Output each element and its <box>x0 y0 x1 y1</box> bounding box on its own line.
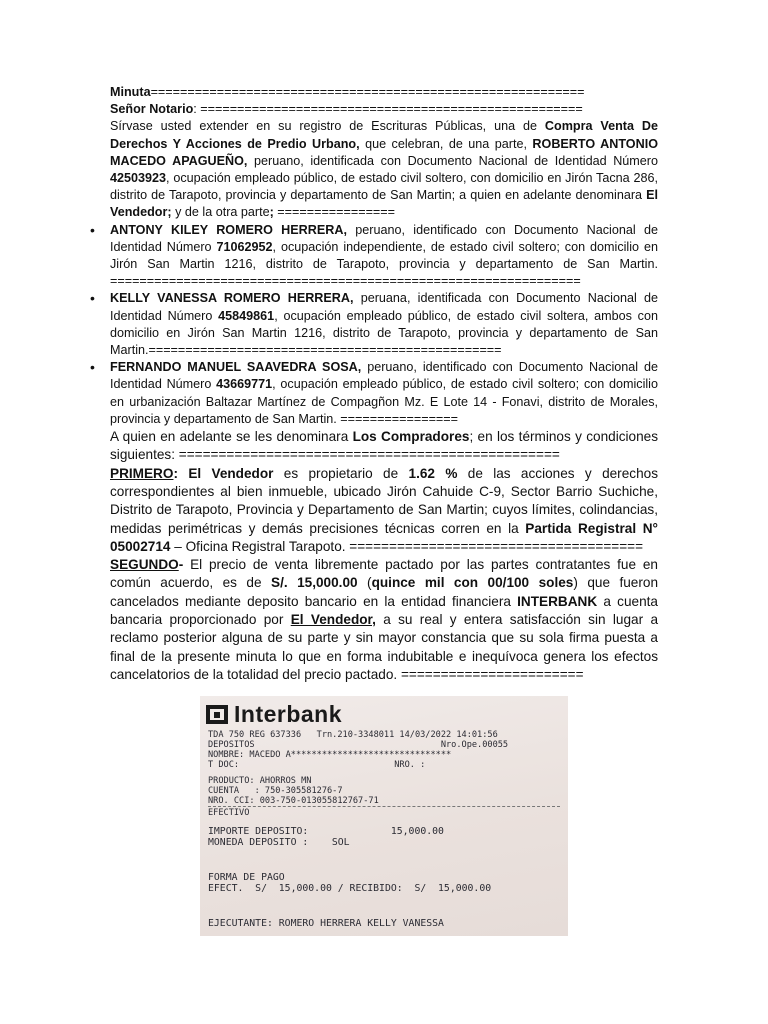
receipt-line: EJECUTANTE: ROMERO HERRERA KELLY VANESSA <box>208 918 444 929</box>
receipt-line: EFECTIVO <box>208 808 250 818</box>
interbank-brand: Interbank <box>234 700 343 727</box>
receipt-line: MONEDA DEPOSITO : SOL <box>208 837 350 848</box>
receipt-line: CUENTA : 750-305581276-7 <box>208 786 343 796</box>
buyer-item: • KELLY VANESSA ROMERO HERRERA, peruana, identificada con Documento Nacional de Identidad Número 45849861, ocupación empleado público, de estado civil soltera, ambos con domicilio en Jirón San Martin 1216, distrito de Tarapoto, provincia y departamento de San Martin.================================================ <box>90 290 658 358</box>
receipt-line: EFECT. S/ 15,000.00 / RECIBIDO: S/ 15,000.00 <box>208 883 492 894</box>
minuta-document <box>90 84 659 684</box>
interbank-logo <box>206 702 342 726</box>
bullet-icon: • <box>90 359 95 376</box>
receipt-line: DEPOSITOS Nro.Ope.00055 <box>208 740 509 750</box>
segundo-clause: SEGUNDO- El precio de venta libremente pactado por las partes contratantes fue en común acuerdo, es de S/. 15,000.00 (quince mil con 00/100 soles) que fueron cancelados mediante deposito bancario en la entidad financiera INTERBANK a cuenta bancaria proporcionado por El Vendedor, a su real y entera satisfacción sin lugar a reclamo posterior alguna de su parte y sin mayor constancia que su sola firma puesta a final de la presente minuta lo que en forma indubitable e inequívoca genera los efectos cancelatorios de la totalidad del precio pactado. ======================= <box>110 557 659 682</box>
receipt-line: PRODUCTO: AHORROS MN <box>208 776 312 786</box>
receipt-divider <box>208 806 560 807</box>
receipt-line: TDA 750 REG 637336 Trn.210-3348011 14/03/2022 14:01:56 <box>208 730 498 740</box>
buyer-item: • ANTONY KILEY ROMERO HERRERA, peruano, identificado con Documento Nacional de Identidad Número 71062952, ocupación independiente, de estado civil soltero; con domicilio en Jirón San Martin 1216, distrito de Tarapoto, provincia y departamento de San Martin. ================================================================ <box>90 221 658 289</box>
notario-heading: Señor Notario: ==================================================== <box>110 102 583 117</box>
primero-clause: PRIMERO: El Vendedor es propietario de 1.62 % de las acciones y derechos correspondientes al bien inmueble, ubicado Jirón Cahuide C-9, Sector Barrio Suchiche, Distrito de Tarapoto, Provincia y Departamento de San Martin; cuyos límites, colindancias, medidas perimétricas y demás precisiones técnicas corren en la Partida Registral N° 05002714 – Oficina Registral Tarapoto. ===================================== <box>110 465 658 554</box>
compradores-paragraph: A quien en adelante se les denominara Los Compradores; en los términos y condiciones siguientes: ================================================ <box>110 429 659 463</box>
receipt-line: FORMA DE PAGO <box>208 872 285 883</box>
interbank-logo-icon <box>206 705 228 724</box>
bullet-icon: • <box>90 221 95 238</box>
receipt-line: NRO. CCI: 003-750-013055812767-71 <box>208 796 379 806</box>
intro-paragraph: Sírvase usted extender en su registro de Escrituras Públicas, una de Compra Venta De Derechos Y Acciones de Predio Urbano, que celebran, de una parte, ROBERTO ANTONIO MACEDO APAGUEÑO, peruano, identificada con Documento Nacional de Identidad Número 42503923, ocupación empleado público, de estado civil soltero, con domicilio en Jirón Tacna 286, distrito de Tarapoto, provincia y departamento de San Martin; a quien en adelante denominara El Vendedor; y de la otra parte; ================ <box>110 119 659 220</box>
bullet-icon: • <box>90 290 95 307</box>
minuta-heading: Minuta=========================================================== <box>110 85 585 99</box>
receipt-line: IMPORTE DEPOSITO: 15,000.00 <box>208 826 444 837</box>
interbank-receipt-image <box>200 696 568 936</box>
receipt-line: T DOC: NRO. : <box>208 760 426 770</box>
receipt-line: NOMBRE: MACEDO A******************************* <box>208 750 452 760</box>
buyer-item: • FERNANDO MANUEL SAAVEDRA SOSA, peruano, identificado con Documento Nacional de Identidad Número 43669771, ocupación empleado público, de estado civil soltero; con domicilio en urbanización Baltazar Martínez de Compagñon Mz. E Lote 14 - Fonavi, distrito de Morales, provincia y departamento de San Martin. ================ <box>90 359 658 426</box>
